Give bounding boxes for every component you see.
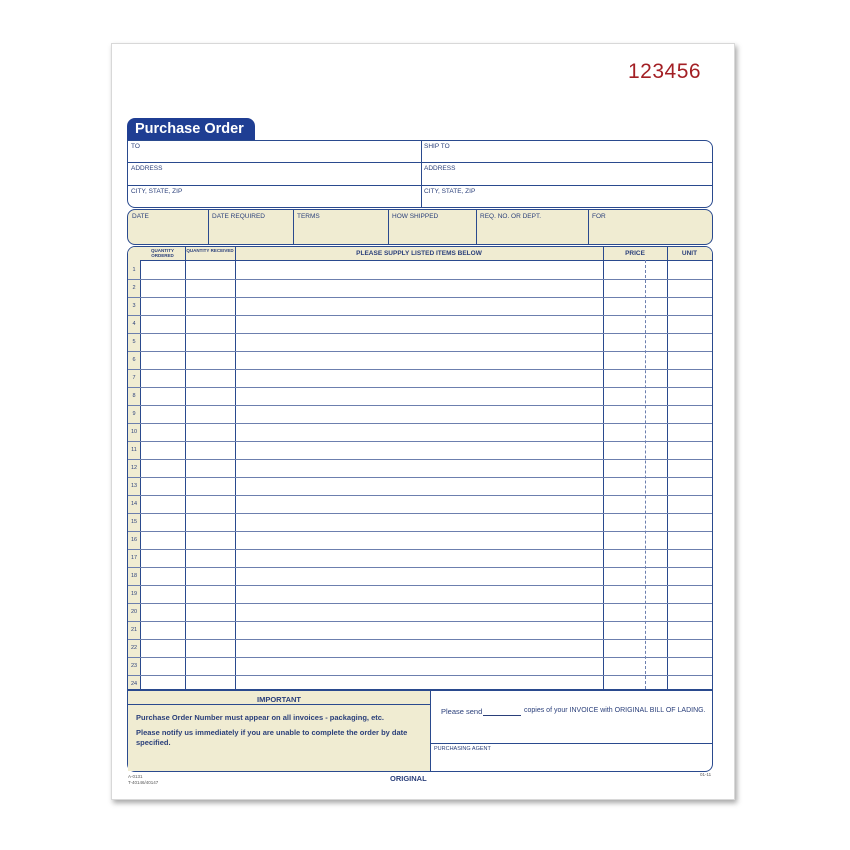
city-label: CITY, STATE, ZIP [131,188,183,195]
purchasing-agent-label: PURCHASING AGENT [434,746,491,752]
row-number: 7 [132,375,136,381]
row-number: 22 [130,645,138,651]
ship-to-label: SHIP TO [424,143,450,150]
date-label: DATE [132,213,149,220]
row-number: 4 [132,321,136,327]
row-number: 3 [132,303,136,309]
row-divider [128,567,712,568]
row-number: 17 [130,555,138,561]
to-label: TO [131,143,140,150]
row-number: 23 [130,663,138,669]
form-title: Purchase Order [127,118,255,140]
row-divider [128,351,712,352]
row-number: 10 [130,429,138,435]
row-divider [128,657,712,658]
row-number: 11 [131,447,137,453]
how-shipped-label: HOW SHIPPED [392,213,439,220]
row-number: 19 [130,591,138,597]
send-suffix: copies of your INVOICE with ORIGINAL BILL OF LADING. [524,707,706,714]
row-divider [128,513,712,514]
row-divider [128,495,712,496]
items-table [127,246,713,690]
form-code-3: 01-11 [700,772,712,777]
form-code-1: A-0131 [128,774,143,779]
row-divider [128,459,712,460]
row-divider [128,621,712,622]
row-divider [128,315,712,316]
footer-box [127,690,713,772]
order-info-box [127,209,713,245]
important-label: IMPORTANT [256,695,302,704]
col-items: PLEASE SUPPLY LISTED ITEMS BELOW [356,250,482,257]
form-code-2: T-40146/40147 [128,780,159,785]
row-divider [128,549,712,550]
important-line-1: Purchase Order Number must appear on all invoices - packaging, etc. [136,713,384,722]
send-prefix: Please send [441,707,483,716]
row-number: 5 [132,339,136,345]
row-divider [128,585,712,586]
row-divider [128,279,712,280]
row-divider [128,423,712,424]
row-divider [128,441,712,442]
row-number: 21 [130,627,138,633]
row-divider [128,531,712,532]
row-divider [128,477,712,478]
address-box [127,140,713,208]
terms-label: TERMS [297,213,320,220]
row-number: 20 [130,609,138,615]
req-label: REQ. NO. OR DEPT. [480,213,542,220]
row-divider [128,639,712,640]
row-number: 18 [130,573,138,579]
ship-address-label: ADDRESS [424,165,456,172]
row-number: 8 [132,393,136,399]
ship-city-label: CITY, STATE, ZIP [424,188,476,195]
row-number: 9 [132,411,136,417]
row-number: 16 [130,537,138,543]
important-line-2: Please notify us immediately if you are unable to complete the order by date specified. [136,728,408,747]
row-number: 14 [130,501,138,507]
row-number: 15 [130,519,138,525]
row-divider [128,369,712,370]
row-divider [128,297,712,298]
row-number: 12 [130,465,138,471]
address-label: ADDRESS [131,165,163,172]
row-divider [128,405,712,406]
row-number: 24 [130,681,138,687]
row-number: 1 [132,267,136,273]
for-label: FOR [592,213,606,220]
row-number: 6 [132,357,136,363]
row-number: 2 [132,285,136,291]
row-divider [128,333,712,334]
col-quantity-ordered: QUANTITY ORDERED [151,248,174,258]
row-divider [128,603,712,604]
col-price: PRICE [625,250,645,257]
form-number: 123456 [628,60,702,83]
col-unit: UNIT [681,250,698,257]
date-required-label: DATE REQUIRED [212,213,265,220]
row-divider [128,387,712,388]
copy-label: ORIGINAL [390,774,427,783]
row-number: 13 [130,483,138,489]
row-divider [128,675,712,676]
col-quantity-received: QUANTITY RECEIVED [186,248,234,253]
